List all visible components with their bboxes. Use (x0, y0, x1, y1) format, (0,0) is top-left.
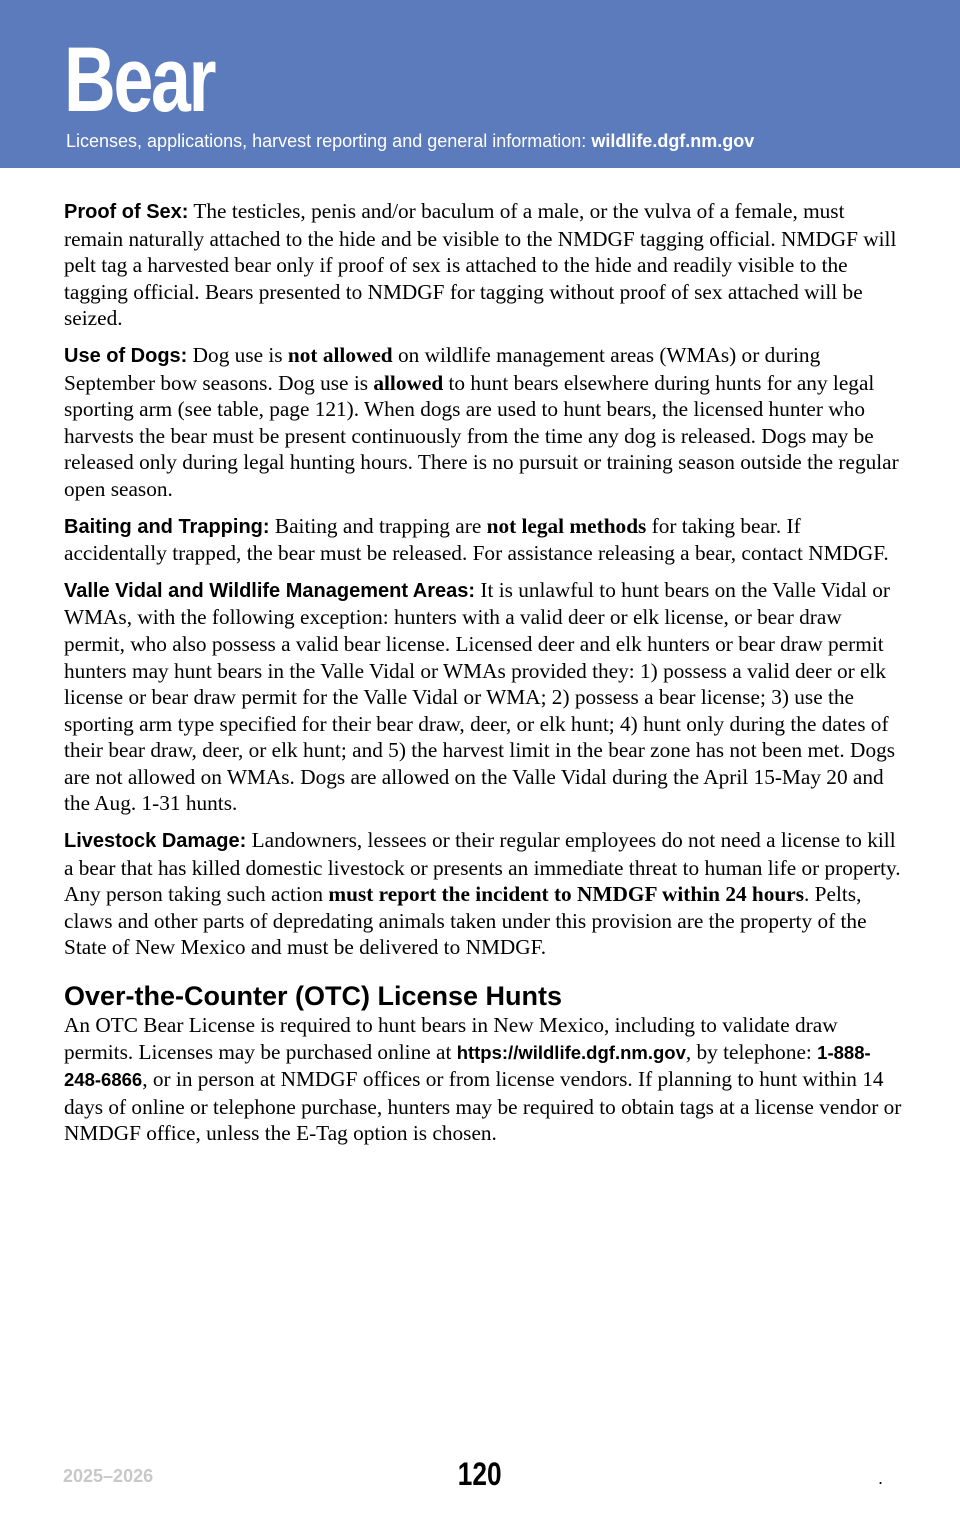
use-of-dogs-text-3: to hunt bears elsewhere during hunts for any legal sporting arm (see table, page 121). When dogs are used to hunt bears, the licensed hunter who harvests the bear must be present continuously from the time any dog is released. Dogs may be released only during legal hunting hours. There is no pursuit or training season outside the regular open season. (64, 370, 899, 501)
livestock-text-1: Landowners, lessees or their regular employees do not need a license to kill a bear that has killed domestic livestock or presents an immediate threat to human life or property. Any person taking such action (64, 828, 901, 907)
livestock-bold: must report the incident to NMDGF within 24 hours (328, 882, 805, 907)
baiting-bold: not legal methods (486, 513, 647, 538)
otc-text-2: , by telephone: (685, 1039, 818, 1064)
use-of-dogs-heading: Use of Dogs: (64, 344, 188, 367)
section-livestock-damage (64, 827, 906, 961)
section-proof-of-sex (64, 198, 906, 332)
proof-of-sex-text: The testicles, penis and/or baculum of a male, or the vulva of a female, must remain naturally attached to the hide and be visible to the NMDGF tagging official. NMDGF will pelt tag a harvested bear only if proof of sex is attached to the hide and readily visible to the tagging official. Bears presented to NMDGF for tagging without proof of sex attached will be seized. (64, 199, 897, 331)
valle-vidal-heading: Valle Vidal and Wildlife Management Areas: (64, 579, 476, 602)
use-of-dogs-text-2: on wildlife management areas (WMAs) or during September bow seasons. Dog use is (64, 342, 821, 395)
footer-year: 2025–2026 (63, 1466, 154, 1486)
header-subtitle-text: Licenses, applications, harvest reporting and general information: (66, 131, 592, 151)
baiting-text-2: for taking bear. If accidentally trapped, the bear must be released. For assistance releasing a bear, contact NMDGF. (64, 513, 889, 566)
baiting-heading: Baiting and Trapping: (64, 515, 270, 538)
section-use-of-dogs (64, 342, 906, 503)
use-of-dogs-text-1: Dog use is (187, 342, 288, 367)
valle-vidal-text: It is unlawful to hunt bears on the Valle Vidal or WMAs, with the following exception: hunters with a valid deer or elk license, or bear draw permit, who also possess a valid bear license. Licensed deer and elk hunters or bear draw permit hunters may hunt bears in the Valle Vidal or WMAs provided they: 1) possess a valid deer or elk license or bear draw permit for the Valle Vidal or WMA; 2) possess a bear license; 3) use the sporting arm type specified for their bear draw, deer, or elk hunt; 4) hunt only during the dates of their bear draw, deer, or elk hunt; and 5) the harvest limit in the bear zone has not been met. Dogs are not allowed on WMAs. Dogs are allowed on the Valle Vidal during the April 15-May 20 and the Aug. 1-31 hunts. (64, 577, 896, 816)
section-valle-vidal (64, 577, 906, 817)
otc-phone-number[interactable]: 1-888-248-6866 (64, 1041, 871, 1091)
page-number: 120 (458, 1456, 502, 1492)
livestock-text-2: . Pelts, claws and other parts of depredating animals taken under this provision are the property of the State of New Mexico and must be delivered to NMDGF. (64, 882, 867, 960)
section-baiting-trapping (64, 513, 906, 567)
otc-text-1: An OTC Bear License is required to hunt bears in New Mexico, including to validate draw permits. Licenses may be purchased online at (64, 1013, 838, 1064)
use-of-dogs-bold-2: allowed (373, 370, 444, 395)
otc-heading: Over-the-Counter (OTC) License Hunts (64, 981, 563, 1012)
livestock-heading: Livestock Damage: (64, 830, 247, 853)
header-website-link[interactable]: wildlife.dgf.nm.gov (591, 131, 755, 151)
main-content (64, 198, 906, 1157)
use-of-dogs-bold-1: not allowed (287, 342, 393, 367)
section-otc (64, 1012, 906, 1147)
page-title: Bear (64, 29, 215, 131)
header-banner (0, 0, 960, 168)
otc-text-3: , or in person at NMDGF offices or from license vendors. If planning to hunt within 14 days of online or telephone purchase, hunters may be required to obtain tags at a license vendor or NMDGF office, unless the E-Tag option is chosen. (64, 1067, 902, 1146)
footer-dot: . (878, 1468, 884, 1488)
baiting-text-1: Baiting and trapping are (269, 513, 487, 538)
header-subtitle (66, 129, 754, 153)
otc-website-link[interactable]: https://wildlife.dgf.nm.gov (456, 1041, 686, 1063)
page-number-wrap (0, 1456, 960, 1492)
proof-of-sex-heading: Proof of Sex: (64, 201, 189, 223)
